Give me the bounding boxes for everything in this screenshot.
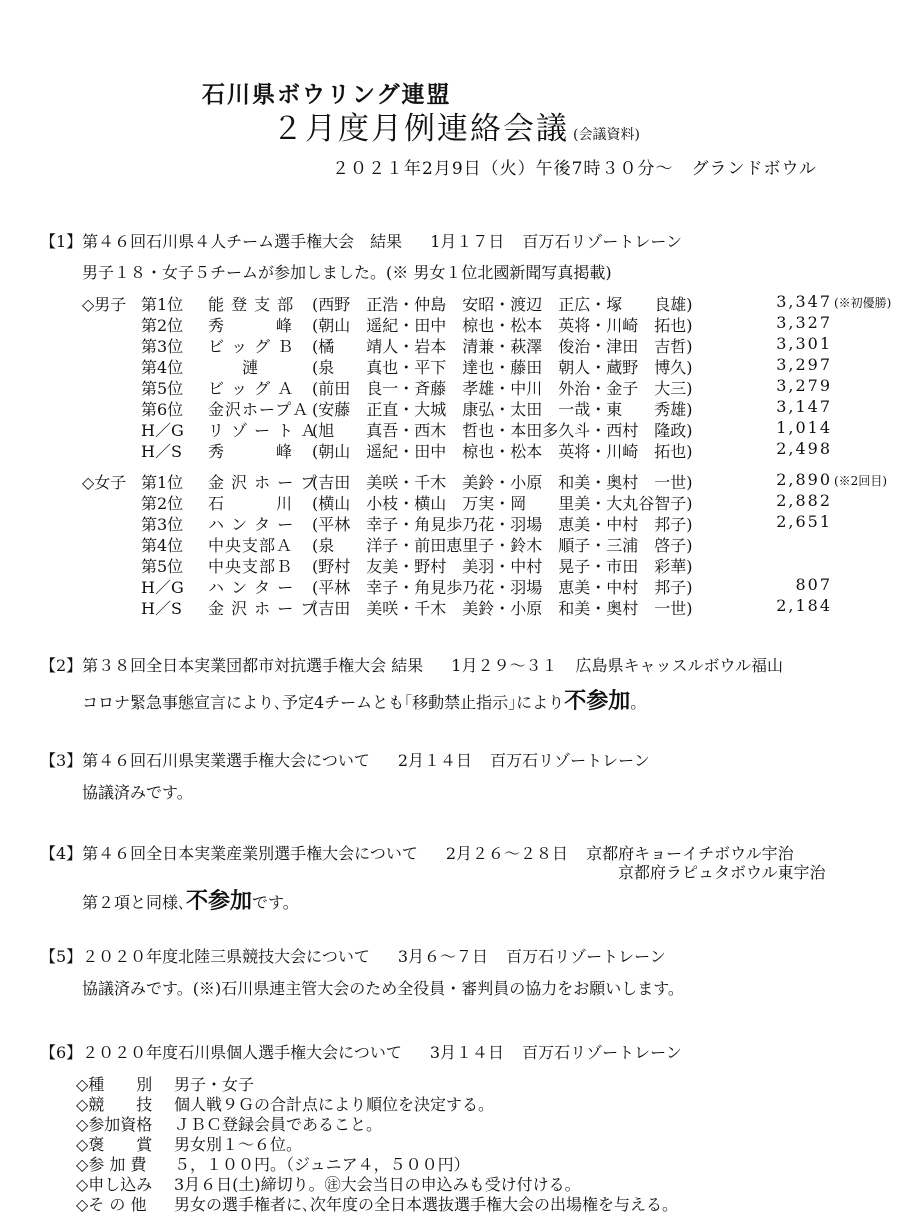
section-title: 【4】第４６回全日本実業産業別選手権大会について: [40, 844, 418, 863]
rank: 第5位: [141, 557, 184, 576]
rank: 第6位: [141, 400, 184, 419]
rank: 第3位: [141, 515, 184, 534]
members: (旭 真吾・西木 哲也・本田多久斗・西村 隆政): [312, 421, 693, 440]
members: (泉 洋子・前田恵里子・鈴木 順子・三浦 啓子): [312, 536, 693, 555]
section-3-body: 協議済みです。: [82, 783, 193, 802]
rank: 第4位: [141, 536, 184, 555]
members: (平林 幸子・角見歩乃花・羽場 恵美・中村 邦子): [312, 515, 693, 534]
group-label: ◇女子: [82, 473, 127, 492]
team-name: ハ ン タ ー: [208, 515, 295, 534]
rank: 第3位: [141, 337, 184, 356]
body-text-end: です。: [252, 893, 299, 912]
section-date: 2月１４日: [397, 751, 473, 770]
team-name: 金 沢 ホ ー プ: [208, 473, 318, 492]
title-subtitle: (会議資料): [573, 127, 640, 143]
detail-value: 3月６日(土)締切り。㊟大会当日の申込みも受け付ける。: [174, 1175, 581, 1194]
detail-value: ５，１００円。（ジュニア４，５００円）: [174, 1155, 470, 1174]
result-note: (※2回目): [834, 474, 887, 488]
score: 2,651: [776, 512, 832, 531]
emphasis-text: 不参加: [186, 889, 253, 914]
team-name: 中央支部Ｂ: [208, 557, 294, 576]
section-4-second-venue: 京都府ラピュタボウル東宇治: [618, 863, 826, 882]
group-label: ◇男子: [82, 295, 127, 314]
team-name: 金沢ホープＡ: [208, 400, 310, 419]
document-title: [272, 103, 640, 148]
section-title: 【1】第４６回石川県４人チーム選手権大会 結果: [40, 232, 403, 251]
score: 1,014: [776, 418, 832, 437]
team-name: リ ゾ ー ト Ａ: [208, 421, 318, 440]
detail-value: 男女別１〜６位。: [174, 1135, 303, 1154]
body-text: 第２項と同様､: [82, 893, 187, 912]
detail-label: ◇参 加 費: [76, 1155, 147, 1174]
emphasis-text: 不参加: [564, 689, 631, 714]
members: (安藤 正直・大城 康弘・太田 一哉・東 秀雄): [312, 400, 693, 419]
section-date: 3月１４日: [429, 1043, 505, 1062]
detail-label: ◇申し込み: [76, 1175, 153, 1194]
section-title: 【2】第３８回全日本実業団都市対抗選手権大会 結果: [40, 656, 424, 675]
team-name: 金 沢 ホ ー プ: [208, 599, 318, 618]
rank: 第1位: [141, 295, 184, 314]
organization-name: 石川県ボウリング連盟: [202, 81, 452, 108]
detail-label: ◇褒 賞: [76, 1135, 153, 1154]
members: (前田 良一・斉藤 孝雄・中川 外治・金子 大三): [312, 379, 693, 398]
section-1-note: 男子１８・女子５チームが参加しました。(※ 男女１位北國新聞写真掲載): [82, 263, 612, 282]
body-text-end: 。: [630, 693, 647, 712]
members: (吉田 美咲・千木 美鈴・小原 和美・奥村 一世): [312, 599, 693, 618]
score: 3,301: [776, 334, 832, 353]
section-venue: 百万石リゾートレーン: [522, 1043, 682, 1062]
rank: 第1位: [141, 473, 184, 492]
score: 2,498: [776, 439, 832, 458]
detail-label: ◇参加資格: [76, 1115, 153, 1134]
section-venue: 百万石リゾートレーン: [522, 232, 683, 251]
section-date: 3月６〜７日: [397, 947, 489, 966]
rank: 第2位: [141, 316, 184, 335]
score: 3,147: [776, 397, 832, 416]
section-venue: 百万石リゾートレーン: [490, 751, 650, 770]
detail-label: ◇競 技: [76, 1095, 153, 1114]
detail-label: ◇そ の 他: [76, 1195, 147, 1214]
members: (橘 靖人・岩本 清兼・萩澤 俊治・津田 吉哲): [312, 337, 693, 356]
section-title: 【3】第４６回石川県実業選手権大会について: [40, 751, 370, 770]
rank: 第4位: [141, 358, 184, 377]
section-title: 【6】２０２０年度石川県個人選手権大会について: [40, 1043, 402, 1062]
members: (西野 正浩・仲島 安昭・渡辺 正広・塚 良雄): [312, 295, 693, 314]
members: (朝山 遥紀・田中 椋也・松本 英将・川崎 拓也): [312, 442, 693, 461]
result-note: (※初優勝): [834, 296, 892, 310]
score: 807: [795, 575, 832, 594]
score: 3,279: [776, 376, 832, 395]
section-title: 【5】２０２０年度北陸三県競技大会について: [40, 947, 370, 966]
section-date: 1月１７日: [430, 232, 505, 251]
score: 3,347: [776, 292, 832, 311]
members: (野村 友美・野村 美羽・中村 晃子・市田 彩華): [312, 557, 693, 576]
detail-value: ＪＢＣ登録会員であること。: [174, 1115, 383, 1134]
team-name: 石 川: [208, 494, 294, 513]
rank: H／G: [141, 421, 184, 440]
rank: H／G: [141, 578, 184, 597]
detail-label: ◇種 別: [76, 1075, 153, 1094]
section-4-body: [82, 884, 299, 915]
section-date: 1月２９〜３１: [451, 656, 558, 675]
section-date: 2月２６〜２８日: [445, 844, 569, 863]
section-5-body: 協議済みです。(※)石川県連主管大会のため全役員・審判員の協力をお願いします。: [82, 979, 684, 998]
rank: 第2位: [141, 494, 184, 513]
score: 2,890: [776, 470, 832, 489]
body-text: コロナ緊急事態宣言により､予定4チームとも｢移動禁止指示｣により: [82, 693, 565, 712]
meeting-datetime: ２０２１年2月9日（火）午後7時３０分〜 グランドボウル: [332, 159, 817, 179]
score: 3,327: [776, 313, 832, 332]
team-name: 漣: [208, 358, 260, 377]
section-venue: 広島県キャッスルボウル福山: [575, 656, 783, 675]
section-5-heading: [40, 944, 666, 967]
members: (泉 真也・平下 達也・藤田 朝人・蔵野 博久): [312, 358, 693, 377]
rank: H／S: [141, 599, 182, 618]
section-venue: 京都府キョーイチボウル宇治: [586, 844, 794, 863]
team-name: ビ ッ グ Ｂ: [208, 337, 295, 356]
members: (朝山 遥紀・田中 椋也・松本 英将・川崎 拓也): [312, 316, 693, 335]
section-2-body: [82, 684, 646, 715]
team-name: 能 登 支 部: [208, 295, 295, 314]
members: (吉田 美咲・千木 美鈴・小原 和美・奥村 一世): [312, 473, 693, 492]
section-2-heading: [40, 653, 783, 676]
score: 2,184: [776, 596, 832, 615]
team-name: 秀 峰: [208, 316, 294, 335]
score: 3,297: [776, 355, 832, 374]
detail-value: 男子・女子: [174, 1075, 255, 1094]
section-1-heading: [40, 229, 682, 252]
team-name: 秀 峰: [208, 442, 294, 461]
members: (平林 幸子・角見歩乃花・羽場 恵美・中村 邦子): [312, 578, 693, 597]
rank: H／S: [141, 442, 182, 461]
team-name: 中央支部Ａ: [208, 536, 294, 555]
members: (横山 小枝・横山 万実・岡 里美・大丸谷智子): [312, 494, 693, 513]
title-main: ２月度月例連絡会議: [272, 111, 569, 147]
section-6-heading: [40, 1040, 682, 1063]
detail-value: 個人戦９Ｇの合計点により順位を決定する。: [174, 1095, 495, 1114]
rank: 第5位: [141, 379, 184, 398]
team-name: ハ ン タ ー: [208, 578, 295, 597]
section-venue: 百万石リゾートレーン: [506, 947, 666, 966]
team-name: ビ ッ グ Ａ: [208, 379, 295, 398]
detail-value: 男女の選手権者に､次年度の全日本選抜選手権大会の出場権を与える。: [174, 1195, 679, 1214]
section-3-heading: [40, 748, 650, 771]
score: 2,882: [776, 491, 832, 510]
